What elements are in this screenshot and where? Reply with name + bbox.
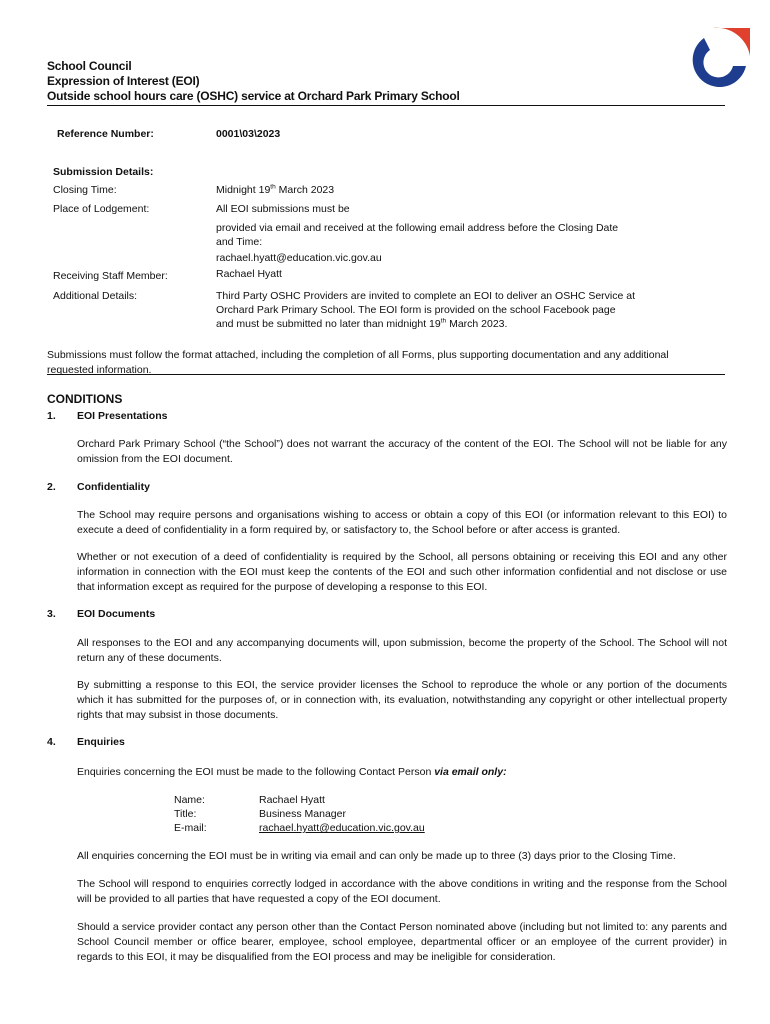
section-1-number: 1. xyxy=(47,410,56,422)
place-of-lodgement-line1: All EOI submissions must be xyxy=(216,203,350,215)
document-header xyxy=(47,59,725,104)
closing-time-label: Closing Time: xyxy=(53,184,117,196)
header-service-title: Outside school hours care (OSHC) service at Orchard Park Primary School xyxy=(47,89,460,103)
contact-title-label: Title: xyxy=(174,808,197,820)
section-4-heading: Enquiries xyxy=(77,736,125,748)
receiving-staff-label: Receiving Staff Member: xyxy=(53,270,168,282)
section-4-intro: Enquiries concerning the EOI must be made to the following Contact Person via email only: xyxy=(77,766,507,778)
section-3-paragraph-1: All responses to the EOI and any accompanying documents will, upon submission, become the property of the School. The School will not return any of these documents. xyxy=(77,637,727,664)
reference-value: 0001\03\2023 xyxy=(216,128,281,140)
section-2-paragraph-1: The School may require persons and organisations wishing to access or obtain a copy of this EOI (or information relevant to this EOI) to execute a deed of confidentiality in a form required by, or satisfactory to, the School before or after access is granted. xyxy=(77,509,727,536)
submissions-note: Submissions must follow the format attached, including the completion of all Forms, plus supporting documentation and any additional requested information. xyxy=(47,349,669,376)
section-1-paragraph: Orchard Park Primary School (“the School”) does not warrant the accuracy of the content of the EOI. The School will not be liable for any omission from the EOI document. xyxy=(77,438,727,465)
section-2-number: 2. xyxy=(47,481,56,493)
closing-time-value: Midnight 19th March 2023 xyxy=(216,183,335,196)
header-eoi-title: Expression of Interest (EOI) xyxy=(47,74,200,88)
additional-details-line1: Third Party OSHC Providers are invited to complete an EOI to deliver an OSHC Service at xyxy=(216,290,636,302)
section-4-paragraph-3: Should a service provider contact any person other than the Contact Person nominated above (including but not limited to: any parents and School Council member or office bearer, employee, school employee, departmental officer or an employee of the current provider) in regards to this EOI, it may be disqualified from the EOI process and may be ineligible for consideration. xyxy=(77,921,727,963)
place-of-lodgement-label: Place of Lodgement: xyxy=(53,203,150,215)
additional-details-line3: and must be submitted no later than midnight 19th March 2023. xyxy=(216,317,508,330)
place-of-lodgement-email: rachael.hyatt@education.vic.gov.au xyxy=(216,252,382,264)
section-4-paragraph-1: All enquiries concerning the EOI must be in writing via email and can only be made up to three (3) days prior to the Closing Time. xyxy=(77,850,676,862)
contact-email-label: E-mail: xyxy=(174,822,207,834)
conditions-divider xyxy=(47,374,725,375)
header-divider xyxy=(47,105,725,106)
section-4-number: 4. xyxy=(47,736,56,748)
section-3-heading: EOI Documents xyxy=(77,608,156,620)
section-2-paragraph-2: Whether or not execution of a deed of confidentiality is required by the School, all persons obtaining or receiving this EOI and any other information in connection with the EOI must keep the contents of the EOI and such other information confidential and not disclose or use that information except as required for the purpose of developing a response to this EOI. xyxy=(77,551,727,593)
place-of-lodgement-line3: and Time: xyxy=(216,236,263,248)
section-4-paragraph-2: The School will respond to enquiries correctly lodged in accordance with the above conditions in writing and the response from the School will be provided to all parties that have requested a copy of the EOI document. xyxy=(77,878,727,905)
section-3-number: 3. xyxy=(47,608,56,620)
header-school-council: School Council xyxy=(47,59,132,73)
contact-email-link[interactable]: rachael.hyatt@education.vic.gov.au xyxy=(259,822,425,834)
place-of-lodgement-line2: provided via email and received at the following email address before the Closing Date xyxy=(216,222,619,234)
contact-name-value: Rachael Hyatt xyxy=(259,794,325,806)
section-3-paragraph-2: By submitting a response to this EOI, the service provider licenses the School to reproduce the whole or any portion of the documents which it has submitted for the purposes of, or in connection with, its evaluation, notwithstanding any copyright or other intellectual property rights that may subsist in those documents. xyxy=(77,679,727,721)
additional-details-line2: Orchard Park Primary School. The EOI form is provided on the school Facebook page xyxy=(216,304,616,316)
contact-name-label: Name: xyxy=(174,794,205,806)
section-2-heading: Confidentiality xyxy=(77,481,150,493)
contact-title-value: Business Manager xyxy=(259,808,346,820)
conditions-title: CONDITIONS xyxy=(47,392,123,406)
additional-details-label: Additional Details: xyxy=(53,290,138,302)
submission-heading: Submission Details: xyxy=(53,166,154,178)
section-1-heading: EOI Presentations xyxy=(77,410,168,422)
receiving-staff-value: Rachael Hyatt xyxy=(216,268,282,280)
reference-label: Reference Number: xyxy=(57,128,154,140)
